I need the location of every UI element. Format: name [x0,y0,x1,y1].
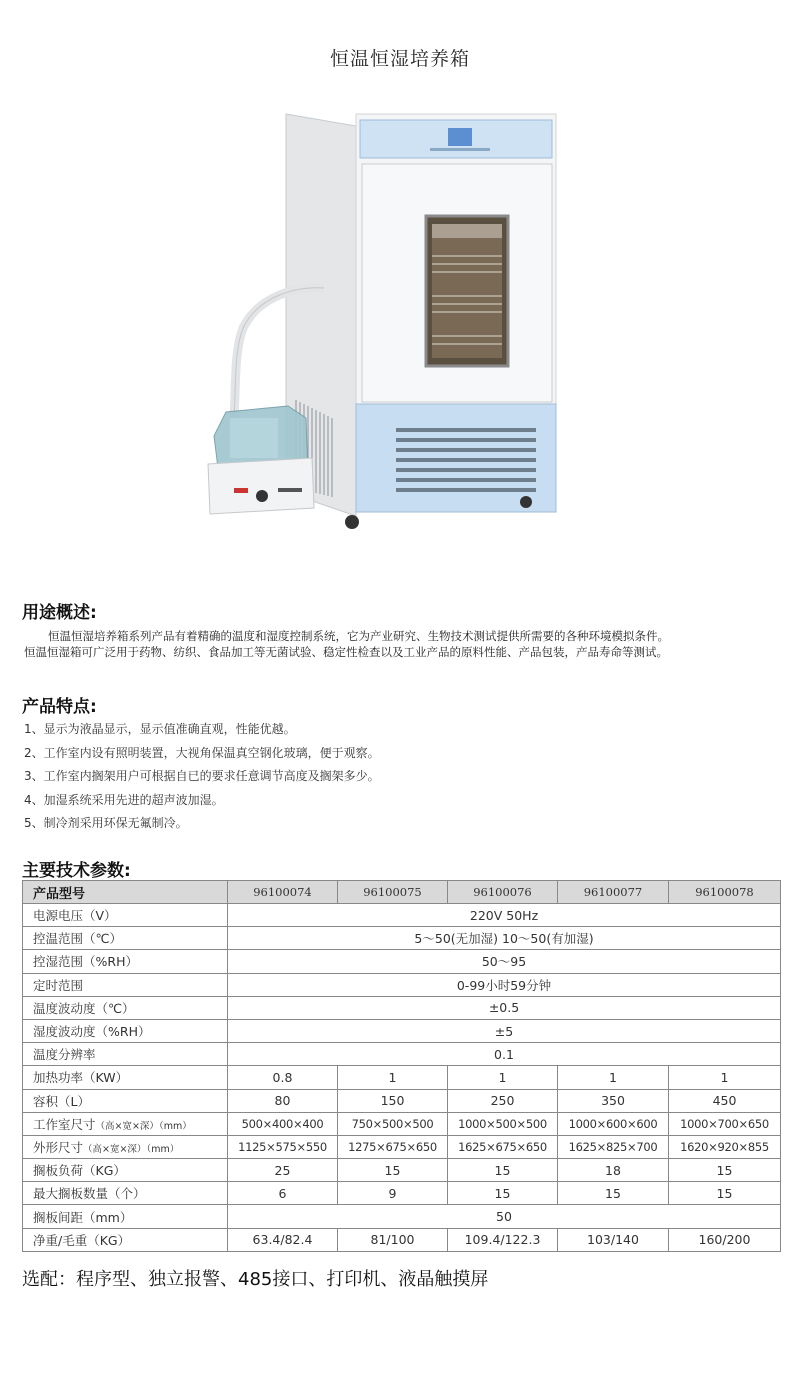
usage-heading: 用途概述: [22,603,97,623]
feature-item: 1、显示为液晶显示，显示值准确直观，性能优越。 [24,722,296,736]
model-cell: 96100074 [228,881,338,904]
spec-value: 1275×675×650 [338,1135,448,1158]
features-list [24,718,380,836]
spec-row [23,950,781,973]
spec-value: 1 [338,1066,448,1089]
model-cell: 96100077 [558,881,669,904]
spec-value: 450 [669,1089,781,1112]
spec-value: 1 [448,1066,558,1089]
spec-value: 6 [228,1182,338,1205]
spec-label: 控温范围（℃） [23,927,228,950]
spec-row [23,1182,781,1205]
spec-label-main: 外形尺寸 [33,1139,84,1155]
spec-label-main: 工作室尺寸 [33,1116,96,1132]
spec-value: 15 [669,1159,781,1182]
spec-value: 0-99小时59分钟 [228,973,781,996]
spec-label: 温度波动度（℃） [23,996,228,1019]
spec-label: 容积（L） [23,1089,228,1112]
spec-label-small: （高×宽×深） [83,1143,147,1155]
spec-row [23,927,781,950]
spec-label: 温度分辨率 [23,1043,228,1066]
spec-value: 81/100 [338,1228,448,1251]
spec-value: 25 [228,1159,338,1182]
spec-row [23,1135,781,1158]
spec-value: 1 [558,1066,669,1089]
spec-row [23,973,781,996]
spec-value: 160/200 [669,1228,781,1251]
feature-item: 2、工作室内设有照明装置，大视角保温真空钢化玻璃，便于观察。 [24,745,380,760]
spec-value: 1625×675×650 [448,1135,558,1158]
spec-label-unit: （mm） [146,1143,180,1155]
spec-row [23,1228,781,1251]
spec-value: 15 [448,1182,558,1205]
model-cell: 96100075 [338,881,448,904]
spec-label: 控湿范围（%RH） [23,950,228,973]
spec-value: 50 [228,1205,781,1228]
spec-row [23,1043,781,1066]
spec-value: 0.1 [228,1043,781,1066]
feature-item: 5、制冷剂采用环保无氟制冷。 [24,816,188,830]
spec-label [23,1135,228,1158]
spec-value: 1625×825×700 [558,1135,669,1158]
usage-line-1: 恒温恒湿培养箱系列产品有着精确的温度和湿度控制系统，它为产业研究、生物技术测试提供所需要的各种环境模拟条件。 [48,629,669,643]
options-text: 选配：程序型、独立报警、485接口、打印机、液晶触摸屏 [22,1269,489,1290]
spec-value: 18 [558,1159,669,1182]
spec-value: 15 [558,1182,669,1205]
spec-value: 1 [669,1066,781,1089]
spec-header-label: 产品型号 [23,881,228,904]
spec-value: 15 [448,1159,558,1182]
spec-value: 5～50(无加湿) 10～50(有加湿) [228,927,781,950]
spec-label: 定时范围 [23,973,228,996]
feature-item: 3、工作室内搁架用户可根据自已的要求任意调节高度及搁架多少。 [24,769,380,783]
spec-value: 220V 50Hz [228,904,781,927]
spec-label [23,1112,228,1135]
spec-value: 109.4/122.3 [448,1228,558,1251]
spec-value: 1000×500×500 [448,1112,558,1135]
spec-row [23,1159,781,1182]
spec-label-unit: （mm） [158,1120,192,1132]
spec-value: 1125×575×550 [228,1135,338,1158]
feature-item: 4、加湿系统采用先进的超声波加湿。 [24,792,224,807]
spec-row [23,1019,781,1042]
spec-label: 搁板间距（mm） [23,1205,228,1228]
spec-value: 63.4/82.4 [228,1228,338,1251]
spec-value: 150 [338,1089,448,1112]
spec-row [23,1089,781,1112]
spec-value: 15 [338,1159,448,1182]
spec-value: ±5 [228,1019,781,1042]
spec-row [23,1066,781,1089]
spec-label: 湿度波动度（%RH） [23,1019,228,1042]
page-title: 恒温恒湿培养箱 [329,48,470,70]
spec-value: 1000×700×650 [669,1112,781,1135]
model-cell: 96100076 [448,881,558,904]
usage-paragraph [24,628,784,660]
spec-value: 0.8 [228,1066,338,1089]
usage-line-2: 恒温恒湿箱可广泛用于药物、纺织、食品加工等无菌试验、稳定性检查以及工业产品的原料性能、产品包装，产品寿命等测试。 [24,645,668,659]
spec-value: 80 [228,1089,338,1112]
spec-label: 加热功率（KW） [23,1066,228,1089]
spec-label: 搁板负荷（KG） [23,1159,228,1182]
spec-label: 电源电压（V） [23,904,228,927]
spec-header-row [23,881,781,904]
spec-label: 最大搁板数量（个） [23,1182,228,1205]
model-cell: 96100078 [669,881,781,904]
spec-value: 15 [669,1182,781,1205]
spec-table [22,880,781,1252]
features-heading: 产品特点: [22,697,97,717]
spec-value: ±0.5 [228,996,781,1019]
specs-heading: 主要技术参数: [22,861,131,881]
spec-label-small: （高×宽×深） [95,1120,159,1132]
spec-row [23,1112,781,1135]
spec-value: 500×400×400 [228,1112,338,1135]
product-image [200,100,600,540]
spec-row [23,904,781,927]
spec-row [23,996,781,1019]
spec-value: 50～95 [228,950,781,973]
spec-value: 1000×600×600 [558,1112,669,1135]
spec-value: 103/140 [558,1228,669,1251]
spec-value: 350 [558,1089,669,1112]
spec-row [23,1205,781,1228]
spec-label: 净重/毛重（KG） [23,1228,228,1251]
spec-value: 1620×920×855 [669,1135,781,1158]
spec-value: 250 [448,1089,558,1112]
spec-value: 9 [338,1182,448,1205]
spec-value: 750×500×500 [338,1112,448,1135]
